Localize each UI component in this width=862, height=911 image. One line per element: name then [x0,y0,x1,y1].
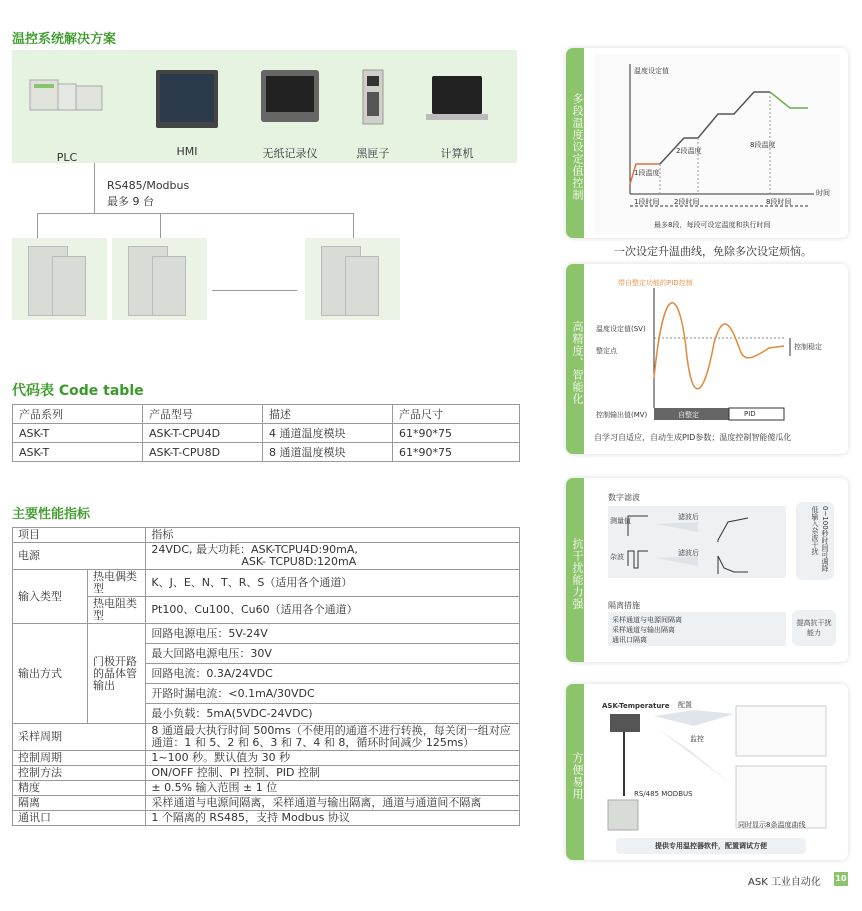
recorder-icon [259,68,321,124]
cell: 采样通道与电源间隔离，采样通道与输出隔离，通道与通道间不隔离 [146,796,520,811]
panel-precision [566,264,848,454]
cell: 控制周期 [13,751,146,766]
config-label: 配置 [678,701,692,709]
seg8-label: 8段温度 [750,141,776,149]
cell: ASK-T-CPU8D [143,443,263,462]
comm-max: 最多 9 台 [107,195,154,208]
pid-label: PID [744,410,756,418]
cell: 采样周期 [13,724,146,751]
device-label: 无纸记录仪 [262,147,318,160]
cell: 最小负载：5mA(5VDC-24VDC) [146,704,520,724]
device-label: 黑匣子 [356,147,390,160]
drop-line [37,213,38,238]
segment-chart [594,54,840,234]
after-filter-2: 滤波后 [678,549,699,557]
device-name: ASK-Temperature [602,702,670,710]
cell: 最大回路电源电压：30V [146,644,520,664]
axis-x-label: 时间 [816,189,830,197]
panel2-caption: 自学习自适应，自动生成PID参数；温度控制智能傻瓜化 [594,433,792,442]
code-table [12,404,520,462]
cell: 开路时漏电流：<0.1mA/30VDC [146,684,520,704]
iso-bullet: 采样通道与电源间隔离 [612,616,682,624]
hmi-icon [154,68,220,130]
iso-bullet: 采样通道与输出隔离 [612,626,675,634]
cell: 8 通道最大执行时间 500ms（不使用的通道不进行转换，每关闭一组对应通道：1 和 5、2 和 6、3 和 7、4 和 8，循环时间减少 125ms） [146,724,520,751]
panel-tab: 方便易用 [566,684,584,860]
seg2-label: 2段温度 [676,147,702,155]
iso-bullet: 通讯口隔离 [612,636,647,644]
cell: 热电偶类型 [88,570,146,597]
cell: 1 个隔离的 RS485，支持 Modbus 协议 [146,811,520,826]
cell: 通讯口 [13,811,146,826]
pid-title: 带自整定功能的PID控制 [618,279,693,287]
filter-title: 数字滤波 [608,493,640,502]
table-row [13,443,520,462]
stable-label: 控制稳定 [794,343,822,351]
device-plc [22,68,112,164]
cell: 输出方式 [13,624,88,724]
monitor-label: 监控 [690,735,704,743]
rs485-label: RS/485 MODBUS [634,790,693,798]
performance-table [12,527,520,826]
header-cell: 产品型号 [143,405,263,424]
cell: 回路电流：0.3A/24VDC [146,664,520,684]
cell: 精度 [13,781,146,796]
cell: 回路电源电压：5V-24V [146,624,520,644]
bus-line [37,213,353,214]
module-2 [112,238,207,320]
autotune-label: 自整定 [678,411,699,419]
device-blackbox [348,68,398,161]
header-cell: 产品尺寸 [393,405,520,424]
footer-brand: ASK 工业自动化 [748,877,821,888]
table-header [13,405,520,424]
filter-box [608,506,786,578]
drop-line [160,213,161,238]
mv-label: 控制输出值(MV) [596,411,648,419]
comm-protocol: RS485/Modbus [107,179,190,192]
cell: ON/OFF 控制、PI 控制、PID 控制 [146,766,520,781]
panel-anti-interference [566,478,848,662]
drop-line [353,213,354,238]
blackbox-icon [361,68,385,126]
cell: 1~100 秒。默认值为 30 秒 [146,751,520,766]
isolation-box [608,612,786,646]
module-1 [12,238,107,320]
cell: 指标 [146,528,520,543]
cell: 4 通道温度模块 [263,424,393,443]
after-filter-1: 滤波后 [678,513,699,521]
cell: 控制方法 [13,766,146,781]
connector-line [94,163,95,213]
cell: 输入类型 [13,570,88,624]
cell: 8 通道温度模块 [263,443,393,462]
plc-icon [28,68,106,116]
module-n [305,238,400,320]
cell: ASK-T-CPU4D [143,424,263,443]
section-title-performance: 主要性能指标 [12,507,91,522]
power-line1: 24VDC, 最大功耗：ASK-TCPU4D:90mA, [151,543,358,556]
pv-label: 整定点 [596,347,617,355]
noise-label: 杂波 [610,553,624,561]
table-row [13,424,520,443]
device-computer [417,68,497,161]
cell: ASK-T [13,424,143,443]
power-line2: ASK- TCPU8D:120mA [241,555,357,568]
cell: 隔离 [13,796,146,811]
panel1-caption: 一次设定升温曲线，免除多次设定烦恼。 [614,245,812,258]
cell [146,543,520,570]
device-hmi [152,68,222,158]
sv-label: 温度设定值(SV) [596,325,646,333]
pid-chart [594,268,844,450]
config-diagram [594,696,844,836]
cell: ± 0.5% 输入范围 ± 1 位 [146,781,520,796]
seg1-label: 1段温度 [634,169,660,177]
cell: 61*90*75 [393,443,520,462]
header-cell: 产品系列 [13,405,143,424]
page-number: 10 [834,872,848,886]
measured-label: 测量值 [610,517,631,525]
cell: 热电阻类型 [88,597,146,624]
device-recorder [250,68,330,161]
panel-tab: 多段温度设定值控制 [566,48,584,238]
axis-y-label: 温度设定值 [634,67,669,75]
section-title-solution: 温控系统解决方案 [12,32,117,47]
laptop-icon [424,68,490,126]
segment-curve [594,54,840,234]
pid-curve [594,268,844,450]
filter-side-note: 0~100秒时间可调降低输入杂波干扰 [796,502,834,580]
header-cell: 描述 [263,405,393,424]
panel-multi-segment [566,48,848,238]
t1-label: 1段时间 [634,198,660,206]
display-label: 同时显示8条温度曲线 [738,821,806,829]
cell: Pt100、Cu100、Cu60（适用各个通道） [146,597,520,624]
cell: 项目 [13,528,146,543]
cell: 电源 [13,543,146,570]
iso-side-note: 提高抗干扰能力 [792,610,836,646]
ellipsis-line [212,290,297,291]
isolation-title: 隔离措施 [608,601,640,610]
cell: K、J、E、N、T、R、S（适用各个通道） [146,570,520,597]
segment-note: 最多8段，每段可设定温度和执行时间 [654,221,771,229]
panel4-caption: 提供专用温控器软件，配置调试方便 [616,838,806,854]
system-diagram [12,50,517,163]
section-title-code-table: 代码表 Code table [12,383,144,399]
t2-label: 2段时间 [674,198,700,206]
device-label: 计算机 [440,147,474,160]
panel-tab: 抗干扰能力强 [566,478,584,662]
cell: 61*90*75 [393,424,520,443]
cell: 门极开路的晶体管输出 [88,624,146,724]
device-label: PLC [56,151,78,164]
panel-tab: 高精度、智能化 [566,264,584,454]
cell: ASK-T [13,443,143,462]
t8-label: 8段时间 [766,198,792,206]
device-label: HMI [176,145,198,158]
panel-easy-use [566,684,848,860]
